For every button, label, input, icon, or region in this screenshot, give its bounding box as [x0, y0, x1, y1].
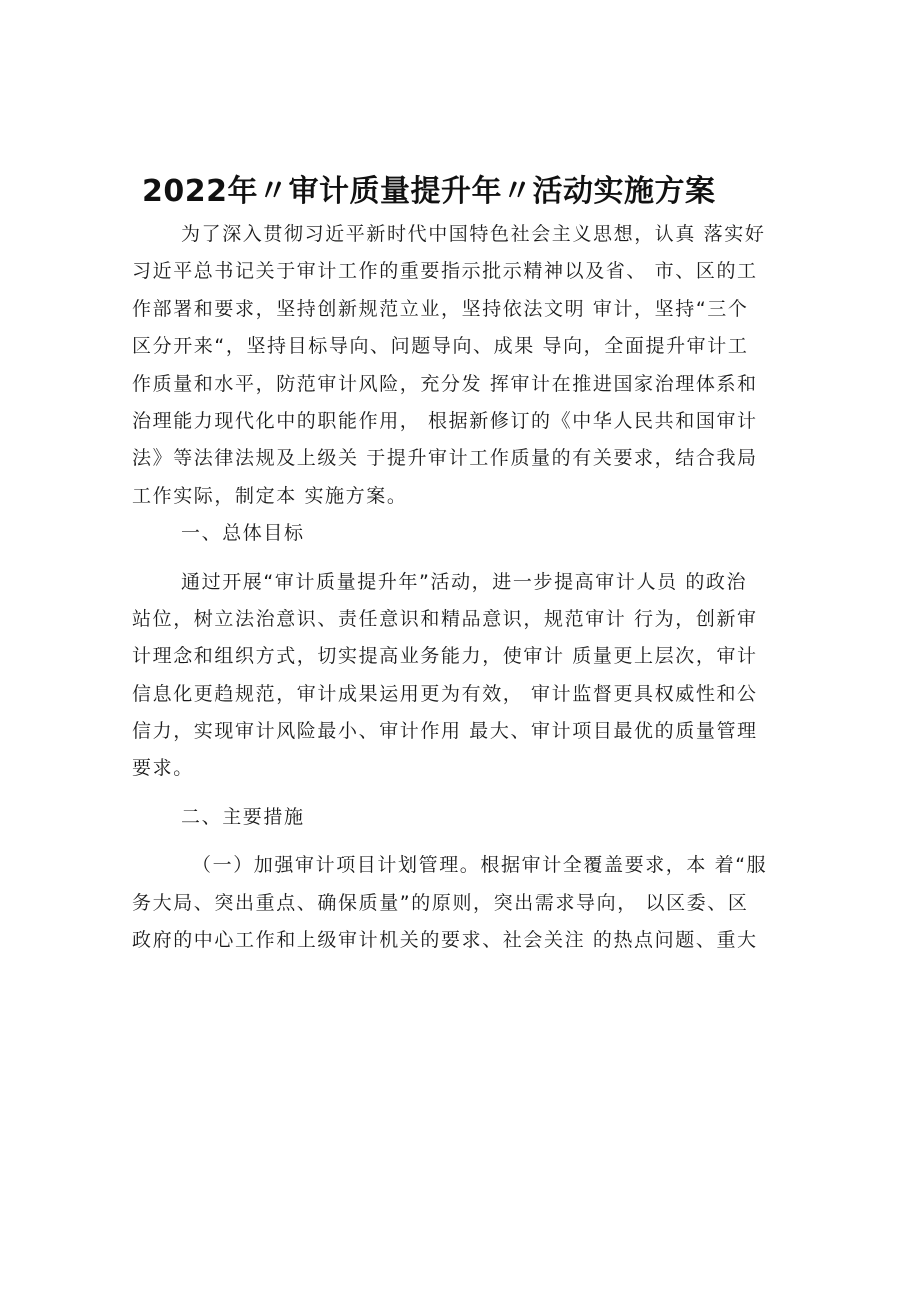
document-body [132, 216, 797, 959]
paragraph-line: 法》等法律法规及上级关 于提升审计工作质量的有关要求，结合我局 [132, 447, 758, 470]
document-title: 2022年〃审计质量提升年〃活动实施方案 [142, 174, 716, 209]
spacer [132, 553, 797, 564]
paragraph-line: 务大局、突出重点、确保质量”的原则，突出需求导向， 以区委、区 [132, 891, 749, 914]
paragraph-line: 要求。 [132, 757, 194, 780]
paragraph-line: 信息化更趋规范，审计成果运用更为有效， 审计监督更具权威性和公 [132, 682, 758, 705]
paragraph-line: 信力，实现审计风险最小、审计作用 最大、审计项目最优的质量管理 [132, 720, 758, 743]
spacer [132, 836, 797, 847]
paragraph-line: （一）加强审计项目计划管理。根据审计全覆盖要求，本 着“服 [192, 854, 768, 877]
paragraph-line: 计理念和组织方式，切实提高业务能力，使审计 质量更上层次，审计 [132, 645, 758, 668]
paragraph-line: 习近平总书记关于审计工作的重要指示批示精神以及省、 市、区的工 [132, 260, 758, 283]
paragraph-line: 工作实际，制定本 实施方案。 [132, 484, 408, 507]
paragraph-line: 作部署和要求，坚持创新规范立业，坚持依法文明 审计，坚持“三个 [132, 297, 749, 320]
paragraph-line: 政府的中心工作和上级审计机关的要求、社会关注 的热点问题、重大 [132, 929, 758, 952]
paragraph-line: 治理能力现代化中的职能作用， 根据新修订的《中华人民共和国审计 [132, 409, 758, 432]
paragraph-line: 站位，树立法治意识、责任意识和精品意识，规范审计 行为，创新审 [132, 607, 758, 630]
spacer [132, 788, 797, 799]
paragraph-line: 作质量和水平，防范审计风险，充分发 挥审计在推进国家治理体系和 [132, 372, 758, 395]
paragraph-line: 为了深入贯彻习近平新时代中国特色社会主义思想，认真 落实好 [181, 223, 766, 245]
paragraph-line: 通过开展“审计质量提升年”活动，进一步提高审计人员 的政治 [181, 570, 748, 593]
section-heading: 二、主要措施 [181, 805, 305, 828]
section-heading: 一、总体目标 [181, 522, 305, 545]
paragraph-line: 区分开来“，坚持目标导向、问题导向、成果 导向，全面提升审计工 [132, 335, 749, 358]
